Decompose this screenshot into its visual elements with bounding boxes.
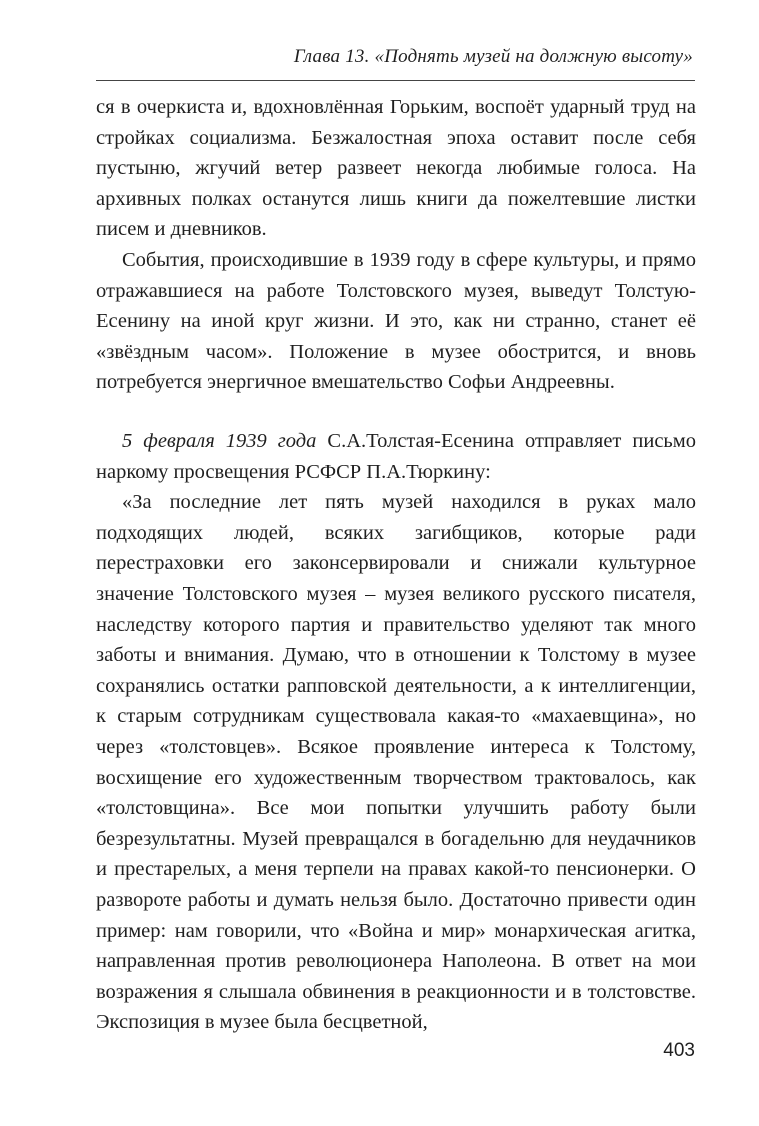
body-text-top	[96, 92, 696, 398]
entry-date: 5 февраля 1939 года	[122, 430, 317, 452]
chapter-title: Глава 13. «Поднять музей на должную высоту»	[293, 46, 693, 67]
paragraph-events-1939: События, происходившие в 1939 году в сфере культуры, и прямо отражавшиеся на работе Толстовского музея, выведут Толстую-Есенину на иной круг жизни. И это, как ни странно, станет её «звёздным часом». Положение в музее обострится, и вновь потребуется энергичное вмешательство Софьи Андреевны.	[96, 248, 696, 394]
body-text-letter	[96, 426, 696, 1038]
letter-quote: «За последние лет пять музей находился в руках мало подходящих людей, всяких загибщиков, которые ради перестраховки его законсервировали и снижали культурное значение Толстовского музея – музея великого русского писателя, наследству которого партия и правительство уделяют так много заботы и внимания. Думаю, что в отношении к Толстому в музее сохранялись остатки рапповской деятельности, а к интеллигенции, к старым сотрудникам существовала какая-то «махаевщина», но через «толстовцев». Всякое проявление интереса к Толстому, восхищение его художественным творчеством трактовалось, как «толстовщина». Все мои попытки улучшить работу были безрезультатны. Музей превращался в богадельню для неудачников и престарелых, а меня терпели на правах какой-то пенсионерки. О развороте работы и думать нельзя было. Достаточно привести один пример: нам говорили, что «Война и мир» монархическая агитка, направленная против революционера Наполеона. В ответ на мои возражения я слышала обвинения в реакционности и в толстовстве. Экспозиция в музее была бесцветной,	[96, 491, 696, 1034]
dated-entry-paragraph	[96, 426, 696, 487]
entry-text: С.А.Толстая-Есенина отправляет письмо наркому просвещения РСФСР П.А.Тюркину:	[96, 430, 696, 483]
page-number: 403	[663, 1040, 695, 1061]
running-header	[96, 40, 695, 81]
paragraph-continued: ся в очеркиста и, вдохновлённая Горьким, воспоёт ударный труд на стройках социализма. Безжалостная эпоха оставит после себя пустыню, жгучий ветер развеет некогда любимые голоса. На архивных полках останутся лишь книги да пожелтевшие листки писем и дневников.	[96, 96, 696, 241]
